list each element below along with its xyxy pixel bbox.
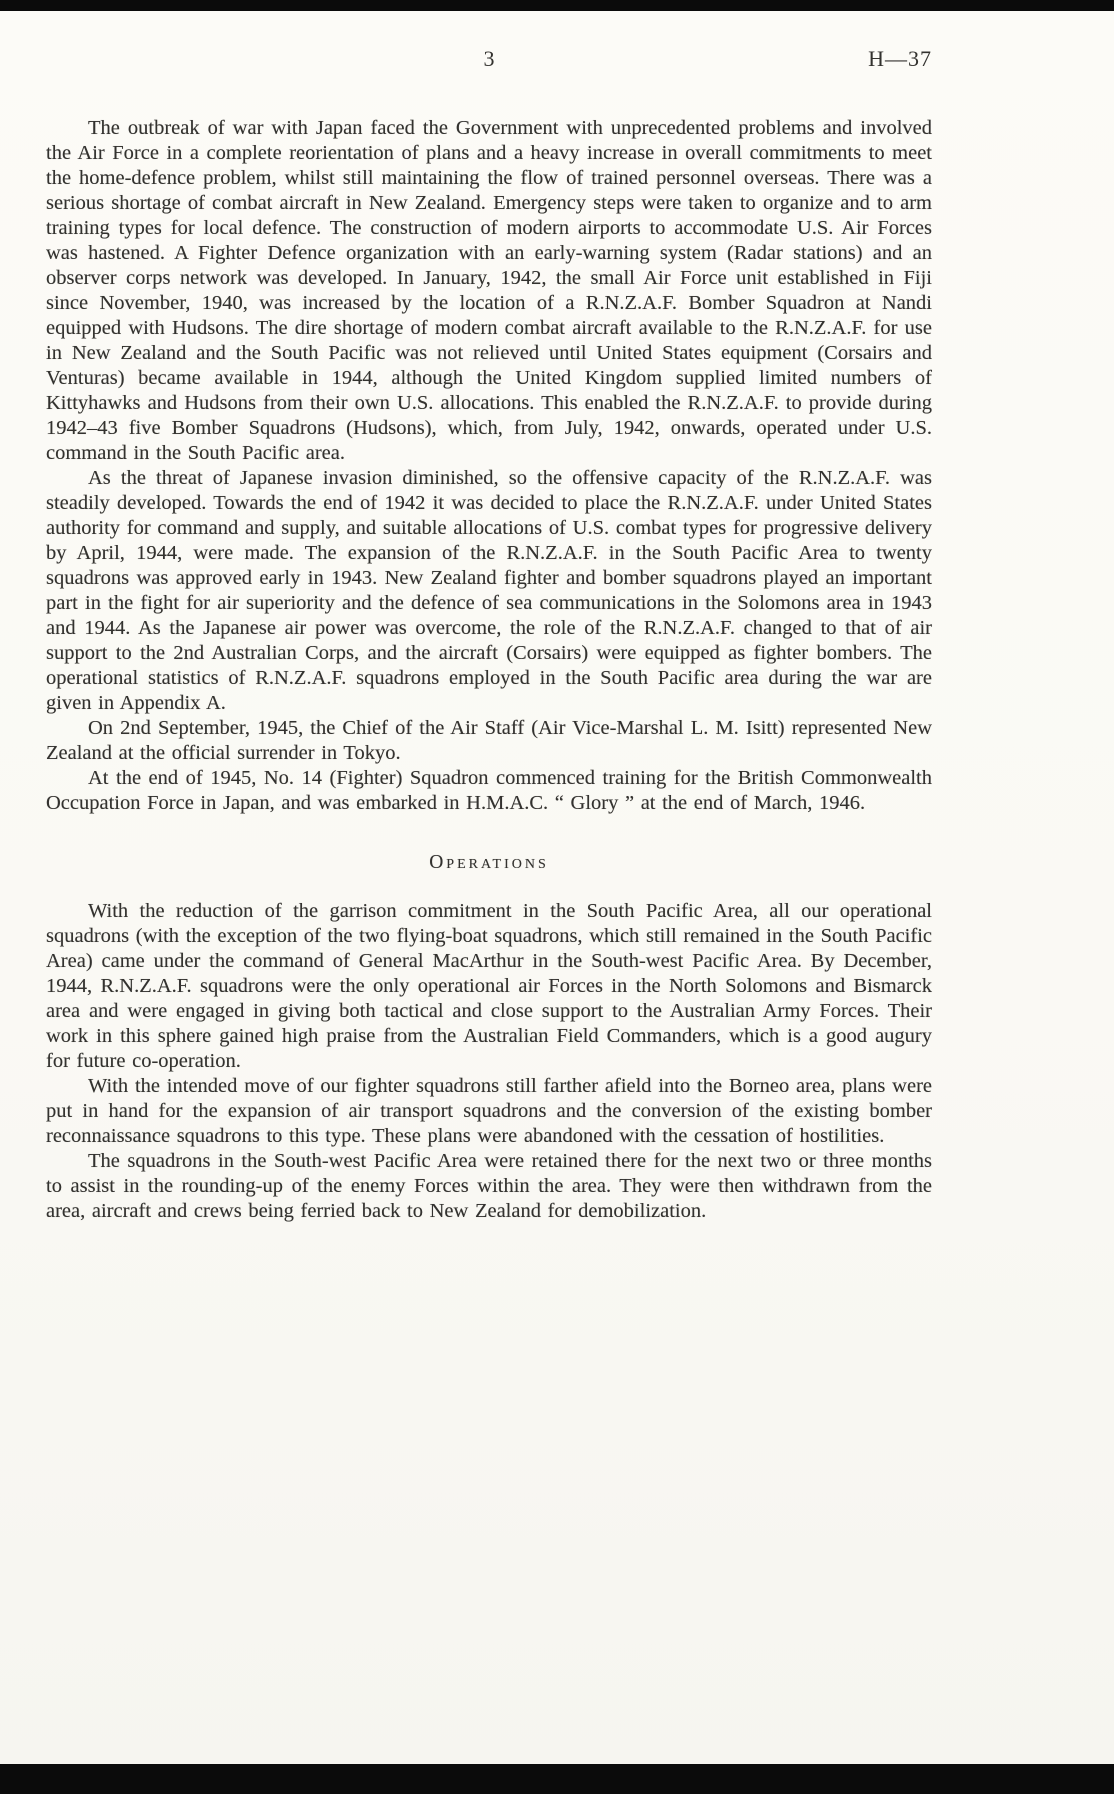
paragraph-intro-1: The outbreak of war with Japan faced the Government with unprecedented problems and involved the Air Force in a complete reorientation of plans and a heavy increase in overall commitments to meet the home-defence problem, whilst still maintaining the flow of trained personnel overseas. There was a serious shortage of combat aircraft in New Zealand. Emergency steps were taken to organize and to arm training types for local defence. The construction of modern airports to accommodate U.S. Air Forces was hastened. A Fighter Defence organization with an early-warning system (Radar stations) and an observer corps network was developed. In January, 1942, the small Air Force unit established in Fiji since November, 1940, was increased by the location of a R.N.Z.A.F. Bomber Squadron at Nandi equipped with Hudsons. The dire shortage of modern combat aircraft available to the R.N.Z.A.F. for use in New Zealand and the South Pacific was not relieved until United States equipment (Corsairs and Venturas) became available in 1944, although the United Kingdom supplied limited numbers of Kittyhawks and Hudsons from their own U.S. allocations. This enabled the R.N.Z.A.F. to provide during 1942–43 five Bomber Squadrons (Hudsons), which, from July, 1942, onwards, operated under U.S. command in the South Pacific area. bbox=[46, 117, 932, 464]
page-header bbox=[46, 46, 932, 76]
paragraph-intro-3: On 2nd September, 1945, the Chief of the Air Staff (Air Vice-Marshal L. M. Isitt) represented New Zealand at the official surrender in Tokyo. bbox=[46, 717, 932, 764]
paragraph-intro-2: As the threat of Japanese invasion diminished, so the offensive capacity of the R.N.Z.A.F. was steadily developed. Towards the end of 1942 it was decided to place the R.N.Z.A.F. under United States authority for command and supply, and suitable allocations of U.S. combat types for progressive delivery by April, 1944, were made. The expansion of the R.N.Z.A.F. in the South Pacific Area to twenty squadrons was approved early in 1943. New Zealand fighter and bomber squadrons played an important part in the fight for air superiority and the defence of sea communications in the Solomons area in 1943 and 1944. As the Japanese air power was overcome, the role of the R.N.Z.A.F. changed to that of air support to the 2nd Australian Corps, and the aircraft (Corsairs) were equipped as fighter bombers. The operational statistics of R.N.Z.A.F. squadrons employed in the South Pacific area during the war are given in Appendix A. bbox=[46, 467, 932, 714]
paragraph-operations-1: With the reduction of the garrison commitment in the South Pacific Area, all our operational squadrons (with the exception of the two flying-boat squadrons, which still remained in the South Pacific Area) came under the command of General MacArthur in the South-west Pacific Area. By December, 1944, R.N.Z.A.F. squadrons were the only operational air Forces in the North Solomons and Bismarck area and were engaged in giving both tactical and close support to the Australian Army Forces. Their work in this sphere gained high praise from the Australian Field Commanders, which is a good augury for future co-operation. bbox=[46, 900, 932, 1072]
page-number: 3 bbox=[483, 46, 495, 71]
text-column bbox=[46, 116, 932, 1224]
paragraph-intro-4: At the end of 1945, No. 14 (Fighter) Squadron commenced training for the British Commonwealth Occupation Force in Japan, and was embarked in H.M.A.C. “ Glory ” at the end of March, 1946. bbox=[46, 767, 932, 814]
scan-artifact-bottom-bar bbox=[0, 1764, 1114, 1794]
section-heading-operations: Operations bbox=[429, 852, 549, 873]
document-code: H—37 bbox=[868, 46, 932, 71]
paragraph-operations-2: With the intended move of our fighter squadrons still farther afield into the Borneo area, plans were put in hand for the expansion of air transport squadrons and the conversion of the existing bomber reconnaissance squadrons to this type. These plans were abandoned with the cessation of hostilities. bbox=[46, 1075, 932, 1147]
paragraph-operations-3: The squadrons in the South-west Pacific Area were retained there for the next two or three months to assist in the rounding-up of the enemy Forces within the area. They were then withdrawn from the area, aircraft and crews being ferried back to New Zealand for demobilization. bbox=[46, 1150, 932, 1222]
scan-artifact-top-bar bbox=[0, 0, 1114, 11]
